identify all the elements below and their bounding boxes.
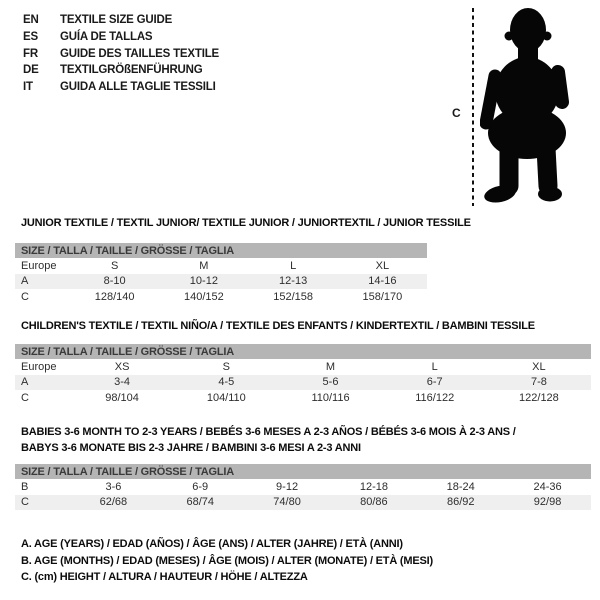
size-value-cell: 92/98 bbox=[533, 496, 562, 509]
legend-note: A. AGE (YEARS) / EDAD (AÑOS) / ÂGE (ANS) / ALTER (JAHRE) / ETÀ (ANNI) bbox=[21, 538, 403, 550]
size-value-cell: 140/152 bbox=[183, 290, 224, 303]
language-code: IT bbox=[23, 81, 33, 94]
language-row bbox=[23, 12, 219, 29]
size-value-cell: 98/104 bbox=[105, 391, 139, 404]
row-label: B bbox=[21, 480, 29, 493]
babies-table-section bbox=[15, 424, 591, 510]
baby-silhouette-icon bbox=[480, 6, 590, 206]
size-value-cell: 6-7 bbox=[426, 376, 443, 389]
table-title: CHILDREN'S TEXTILE / TEXTIL NIÑO/A / TEXTILE DES ENFANTS / KINDERTEXTIL / BAMBINI TESSILE bbox=[21, 320, 535, 332]
language-title: TEXTILGRÖßENFÜHRUNG bbox=[60, 64, 203, 77]
size-value-cell: S bbox=[110, 259, 119, 272]
language-row bbox=[23, 62, 219, 79]
row-label: C bbox=[21, 290, 29, 303]
size-value-cell: XS bbox=[114, 360, 130, 373]
table-row bbox=[15, 289, 427, 305]
language-title: GUIDA ALLE TAGLIE TESSILI bbox=[60, 81, 216, 94]
size-value-cell: L bbox=[431, 360, 438, 373]
table-row bbox=[15, 479, 591, 495]
size-value-cell: M bbox=[325, 360, 336, 373]
size-header-bar: SIZE / TALLA / TAILLE / GRÖSSE / TAGLIA bbox=[15, 344, 591, 359]
language-code: DE bbox=[23, 64, 39, 77]
size-value-cell: 62/68 bbox=[99, 496, 128, 509]
language-row bbox=[23, 29, 219, 46]
size-header-bar: SIZE / TALLA / TAILLE / GRÖSSE / TAGLIA bbox=[15, 243, 427, 258]
size-value-cell: 5-6 bbox=[322, 376, 339, 389]
language-row bbox=[23, 45, 219, 62]
row-label: C bbox=[21, 496, 29, 509]
row-label: C bbox=[21, 391, 29, 404]
size-header-bar: SIZE / TALLA / TAILLE / GRÖSSE / TAGLIA bbox=[15, 464, 591, 479]
size-value-cell: 86/92 bbox=[446, 496, 475, 509]
language-code: EN bbox=[23, 14, 39, 27]
size-value-cell: 68/74 bbox=[186, 496, 214, 509]
size-value-cell: 116/122 bbox=[415, 391, 455, 404]
legend-note: C. (cm) HEIGHT / ALTURA / HAUTEUR / HÖHE / ALTEZZA bbox=[21, 571, 308, 583]
language-title: TEXTILE SIZE GUIDE bbox=[60, 14, 173, 27]
size-value-cell: S bbox=[222, 360, 230, 373]
size-value-cell: 80/86 bbox=[360, 496, 388, 509]
junior-table-section bbox=[15, 215, 471, 305]
height-measure-label: C bbox=[452, 106, 461, 120]
size-value-cell: 4-5 bbox=[218, 376, 235, 389]
legend-notes bbox=[21, 536, 433, 586]
size-value-cell: 110/116 bbox=[311, 391, 350, 404]
row-label: A bbox=[21, 275, 29, 288]
size-value-cell: 3-4 bbox=[114, 376, 131, 389]
table-row bbox=[15, 390, 591, 406]
size-value-cell: 152/158 bbox=[273, 290, 313, 303]
size-value-cell: 74/80 bbox=[273, 496, 301, 509]
size-value-cell: M bbox=[199, 259, 209, 272]
table-row bbox=[15, 258, 427, 274]
language-row bbox=[23, 79, 219, 96]
size-value-cell: 158/170 bbox=[362, 290, 403, 303]
size-value-cell: 122/128 bbox=[519, 391, 559, 404]
row-label: A bbox=[21, 376, 29, 389]
size-value-cell: 12-13 bbox=[279, 275, 308, 288]
height-dashed-line bbox=[472, 8, 474, 206]
legend-note: B. AGE (MONTHS) / EDAD (MESES) / ÂGE (MOIS) / ALTER (MONATE) / ETÀ (MESI) bbox=[21, 554, 433, 567]
table-row bbox=[15, 359, 591, 375]
children-table-section bbox=[15, 318, 591, 406]
table-row bbox=[15, 274, 427, 290]
size-value-cell: 14-16 bbox=[368, 275, 397, 288]
size-value-cell: 6-9 bbox=[192, 480, 209, 493]
size-value-cell: XL bbox=[532, 360, 546, 373]
size-value-cell: 9-12 bbox=[276, 480, 299, 493]
language-code: ES bbox=[23, 31, 38, 44]
size-value-cell: 104/110 bbox=[206, 391, 246, 404]
language-title: GUÍA DE TALLAS bbox=[60, 31, 153, 44]
size-value-cell: 8-10 bbox=[103, 275, 126, 288]
table-title: BABYS 3-6 MONATE BIS 2-3 JAHRE / BAMBINI 3-6 MESI A 2-3 ANNI bbox=[21, 442, 361, 454]
size-value-cell: 128/140 bbox=[94, 290, 135, 303]
size-value-cell: 3-6 bbox=[105, 480, 122, 493]
table-row bbox=[15, 495, 591, 511]
row-label: Europe bbox=[21, 360, 57, 373]
size-value-cell: 7-8 bbox=[530, 376, 547, 389]
language-code: FR bbox=[23, 47, 38, 60]
size-value-cell: 12-18 bbox=[359, 480, 388, 493]
table-row bbox=[15, 375, 591, 391]
language-title: GUIDE DES TAILLES TEXTILE bbox=[60, 47, 219, 60]
size-value-cell: 10-12 bbox=[189, 275, 218, 288]
table-title: BABIES 3-6 MONTH TO 2-3 YEARS / BEBÉS 3-6 MESES A 2-3 AÑOS / BÉBÉS 3-6 MOIS À 2-3 ANS / bbox=[21, 426, 516, 438]
size-value-cell: 18-24 bbox=[446, 480, 475, 493]
size-value-cell: L bbox=[290, 259, 297, 272]
size-value-cell: 24-36 bbox=[533, 480, 562, 493]
size-value-cell: XL bbox=[375, 259, 390, 272]
row-label: Europe bbox=[21, 259, 57, 272]
language-header bbox=[23, 12, 219, 95]
table-title: JUNIOR TEXTILE / TEXTIL JUNIOR/ TEXTILE JUNIOR / JUNIORTEXTIL / JUNIOR TESSILE bbox=[21, 217, 471, 229]
